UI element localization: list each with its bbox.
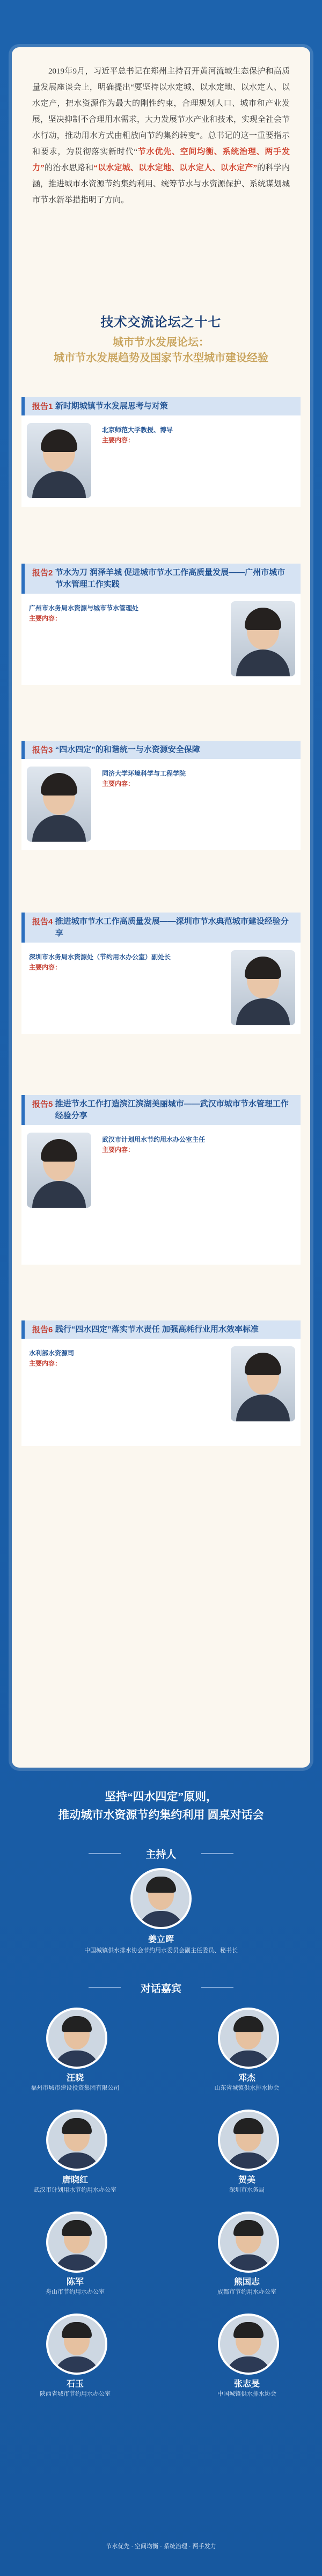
report-header (21, 913, 301, 943)
guest-name: 陈军 (66, 2278, 84, 2287)
guest-org: 中国城镇供水排水协会 (217, 2391, 276, 2397)
intro-highlight-1: 节水优先、空间均衡、系统治理、两手发力” (32, 148, 290, 172)
report-number: 报告6 (32, 1325, 53, 1334)
content-label: 主要内容： (29, 1360, 62, 1367)
intro-highlight-2: “以水定城、以水定地、以水定人、以水定产” (93, 164, 258, 172)
report-4 (21, 913, 301, 1034)
guest-avatar (218, 2110, 279, 2171)
guest-org: 山东省城镇供水排水协会 (214, 2085, 280, 2091)
report-body (21, 415, 301, 507)
guest-avatar (218, 2212, 279, 2273)
speaker-bio (102, 1135, 290, 1155)
guest-name: 贺美 (238, 2176, 255, 2185)
report-header (21, 564, 301, 594)
guest-org: 舟山市节约用水办公室 (46, 2289, 105, 2295)
speaker-org: 水利部水资源司 (29, 1349, 75, 1357)
report-number: 报告2 (32, 568, 53, 578)
speaker-photo (27, 1133, 91, 1208)
host-section-label: 主持人 (118, 1847, 204, 1861)
guest-name: 邓杰 (238, 2074, 255, 2083)
content-card (12, 47, 310, 1768)
host-org: 中国城镇供水排水协会节约用水委员会副主任委员、秘书长 (84, 1947, 238, 1954)
report-1 (21, 397, 301, 507)
report-number: 报告1 (32, 402, 53, 411)
guest-avatar (46, 2110, 107, 2171)
guest-org: 武汉市计划用水节约用水办公室 (34, 2187, 116, 2193)
report-header (21, 397, 301, 415)
guest-org: 深圳市水务局 (229, 2187, 265, 2193)
guest-section-label: 对话嘉宾 (118, 1981, 204, 1995)
host-avatar (130, 1868, 192, 1929)
guest-avatar (218, 2314, 279, 2375)
speaker-photo (27, 767, 91, 842)
speaker-org: 武汉市计划用水节约用水办公室主任 (102, 1136, 206, 1143)
speaker-photo (231, 950, 295, 1025)
report-header (21, 741, 301, 759)
report-body (21, 1125, 301, 1265)
speaker-org: 北京师范大学教授、博导 (102, 426, 173, 434)
report-title: 推进城市节水工作高质量发展——深圳市节水典范城市建设经验分享 (55, 917, 289, 938)
dialogue-title (21, 1787, 301, 1824)
guest-name: 熊国志 (233, 2278, 260, 2287)
guest-name: 汪晓 (66, 2074, 84, 2083)
host-name: 姜立晖 (148, 1935, 174, 1944)
content-label: 主要内容： (102, 436, 135, 444)
report-title: 新时期城镇节水发展思考与对策 (55, 402, 168, 411)
guest-avatar (46, 2314, 107, 2375)
speaker-org: 同济大学环境科学与工程学院 (102, 770, 186, 777)
guest-name: 石玉 (66, 2380, 84, 2389)
guest-avatar (46, 2212, 107, 2273)
speaker-org: 广州市水务局水资源与城市节水管理处 (29, 604, 139, 612)
report-6 (21, 1320, 301, 1446)
intro-text-start: 2019年9月，习近平总书记在郑州主持召开黄河流域生态保护和高质量发展座谈会上，明确提出“要坚持以水定城、以水定地、以水定人、以水定产，把水资源作为最大的刚性约束，合理规划人口、城市和产业发展，坚决抑制不合理用水需求，大力发展节水产业和技术，实现全社会节水行动，推动用水方式由粗放向节约集约转变”。总书记的这一重要指示和要求，为贯彻落实新时代“ (32, 67, 290, 156)
content-label: 主要内容： (102, 780, 135, 787)
report-body (21, 594, 301, 685)
content-label: 主要内容： (29, 964, 62, 971)
speaker-photo (27, 423, 91, 498)
report-title: 节水为刀 润泽羊城 促进城市节水工作高质量发展——广州市城市节水管理工作实践 (55, 568, 286, 589)
intro-text-end: 的科学内涵，推进城市水资源节约集约利用、统筹节水与水资源保护、系统谋划城市节水新举措指明了方向。 (32, 164, 290, 205)
report-header (21, 1320, 301, 1339)
report-body (21, 1339, 301, 1446)
report-number: 报告5 (32, 1100, 53, 1109)
report-body (21, 943, 301, 1034)
guest-org: 成都市节约用水办公室 (217, 2289, 276, 2295)
report-title: 践行“四水四定”落实节水责任 加强高耗行业用水效率标准 (55, 1325, 259, 1334)
report-3 (21, 741, 301, 850)
report-title: 推进节水工作打造滨江滨湖美丽城市——武汉市城市节水管理工作经验分享 (55, 1099, 289, 1120)
forum-subtitle-1: 城市节水发展论坛： (113, 337, 209, 348)
guest-name: 唐晓红 (62, 2176, 88, 2185)
intro-text-mid: 的治水思路和 (44, 164, 94, 172)
speaker-bio (29, 603, 217, 624)
guest-org: 陕西省城市节约用水办公室 (40, 2391, 111, 2397)
dialogue-title-line-2: 推动城市水资源节约集约利用 圆桌对话会 (58, 1808, 264, 1821)
guest-org: 福州市城市建设投资集团有限公司 (31, 2085, 120, 2091)
speaker-bio (102, 425, 290, 446)
content-label: 主要内容： (102, 1146, 135, 1154)
forum-heading (21, 311, 301, 364)
speaker-bio (102, 769, 290, 789)
report-number: 报告3 (32, 746, 53, 755)
guest-name: 张志旻 (233, 2380, 260, 2389)
report-body (21, 759, 301, 850)
content-label: 主要内容： (29, 615, 62, 622)
forum-title: 技术交流论坛之十七 (100, 316, 222, 330)
guest-avatar (46, 2008, 107, 2069)
guest-avatar (218, 2008, 279, 2069)
speaker-org: 深圳市水务局水资源处（节约用水办公室）副处长 (29, 953, 171, 961)
intro-paragraph (32, 63, 290, 208)
speaker-photo (231, 601, 295, 676)
forum-subtitle-2: 城市节水发展趋势及国家节水型城市建设经验 (54, 352, 268, 364)
dialogue-title-line-1: 坚持“四水四定”原则， (105, 1790, 217, 1803)
report-5 (21, 1095, 301, 1265)
footer-text: 节水优先 · 空间均衡 · 系统治理 · 两手发力 (106, 2543, 216, 2550)
report-2 (21, 564, 301, 685)
speaker-photo (231, 1346, 295, 1421)
report-header (21, 1095, 301, 1125)
report-title: “四水四定”的和谐统一与水资源安全保障 (55, 745, 200, 754)
speaker-bio (29, 952, 217, 973)
report-number: 报告4 (32, 917, 53, 926)
speaker-bio (29, 1348, 217, 1369)
